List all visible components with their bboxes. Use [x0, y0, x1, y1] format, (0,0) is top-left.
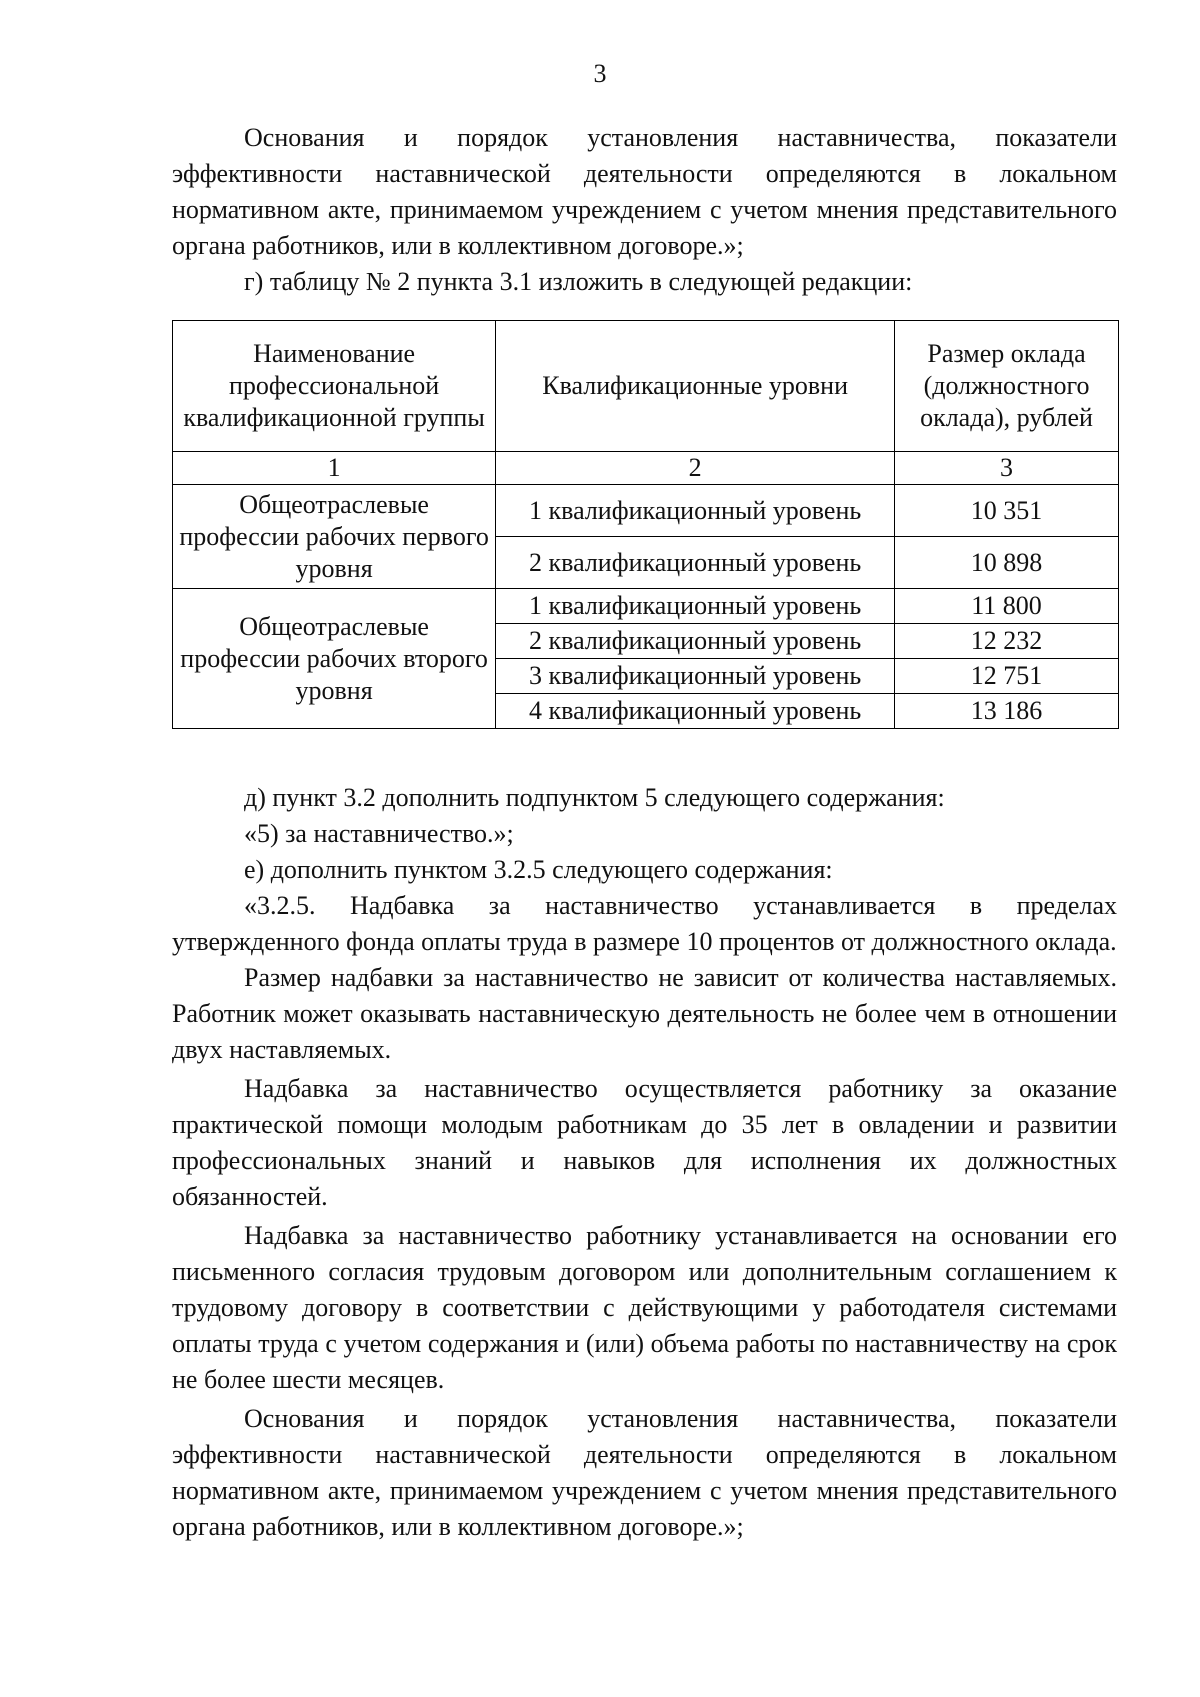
- salary-amount: 11 800: [895, 589, 1119, 624]
- qualification-level: 1 квалификационный уровень: [496, 589, 895, 624]
- paragraph: Основания и порядок установления наставничества, показатели эффективности наставнической деятельности определяются в локальном нормативном акте, принимаемом учреждением с учетом мнения представительного органа работников, или в коллективном договоре.»;: [172, 123, 1117, 260]
- group-name: Общеотраслевые профессии рабочих первого уровня: [173, 485, 496, 589]
- paragraph: Надбавка за наставничество осуществляется работнику за оказание практической помощи молодым работникам до 35 лет в овладении и развитии профессиональных знаний и навыков для исполнения их должностных обязанностей.: [172, 1074, 1117, 1211]
- column-header: Размер оклада (должностного оклада), рублей: [895, 321, 1119, 452]
- table-row: [173, 589, 1119, 624]
- page-number: 3: [593, 59, 607, 88]
- paragraph: Размер надбавки за наставничество не зависит от количества наставляемых. Работник может оказывать наставническую деятельность не более чем в отношении двух наставляемых.: [172, 963, 1117, 1064]
- column-number: 3: [895, 452, 1119, 485]
- paragraph: Надбавка за наставничество работнику устанавливается на основании его письменного согласия трудовым договором или дополнительным соглашением к трудовому договору в соответствии с действующими у работодателя системами оплаты труда с учетом содержания и (или) объема работы по наставничеству на срок не более шести месяцев.: [172, 1221, 1117, 1394]
- qualification-level: 2 квалификационный уровень: [496, 537, 895, 589]
- qualification-level: 3 квалификационный уровень: [496, 659, 895, 694]
- paragraph: «3.2.5. Надбавка за наставничество устанавливается в пределах утвержденного фонда оплаты труда в размере 10 процентов от должностного оклада.: [172, 891, 1117, 956]
- bottom-text-block: [172, 780, 1117, 1545]
- qualification-level: 4 квалификационный уровень: [496, 694, 895, 729]
- salary-amount: 10 898: [895, 537, 1119, 589]
- table-row: [173, 485, 1119, 537]
- paragraph: е) дополнить пунктом 3.2.5 следующего содержания:: [244, 855, 833, 884]
- column-number: 2: [496, 452, 895, 485]
- top-text-block: [172, 120, 1117, 300]
- column-header: Квалификационные уровни: [496, 321, 895, 452]
- salary-amount: 10 351: [895, 485, 1119, 537]
- paragraph: д) пункт 3.2 дополнить подпунктом 5 следующего содержания:: [244, 783, 945, 812]
- column-header: Наименование профессиональной квалификационной группы: [173, 321, 496, 452]
- paragraph: «5) за наставничество.»;: [244, 819, 514, 848]
- group-name: Общеотраслевые профессии рабочих второго уровня: [173, 589, 496, 729]
- column-number-row: [173, 452, 1119, 485]
- paragraph: Основания и порядок установления наставничества, показатели эффективности наставнической деятельности определяются в локальном нормативном акте, принимаемом учреждением с учетом мнения представительного органа работников, или в коллективном договоре.»;: [172, 1404, 1117, 1541]
- paragraph: г) таблицу № 2 пункта 3.1 изложить в следующей редакции:: [244, 267, 913, 296]
- salary-amount: 13 186: [895, 694, 1119, 729]
- table-header-row: [173, 321, 1119, 452]
- column-number: 1: [173, 452, 496, 485]
- qualification-level: 2 квалификационный уровень: [496, 624, 895, 659]
- salary-amount: 12 751: [895, 659, 1119, 694]
- salary-table: [172, 320, 1119, 729]
- salary-amount: 12 232: [895, 624, 1119, 659]
- qualification-level: 1 квалификационный уровень: [496, 485, 895, 537]
